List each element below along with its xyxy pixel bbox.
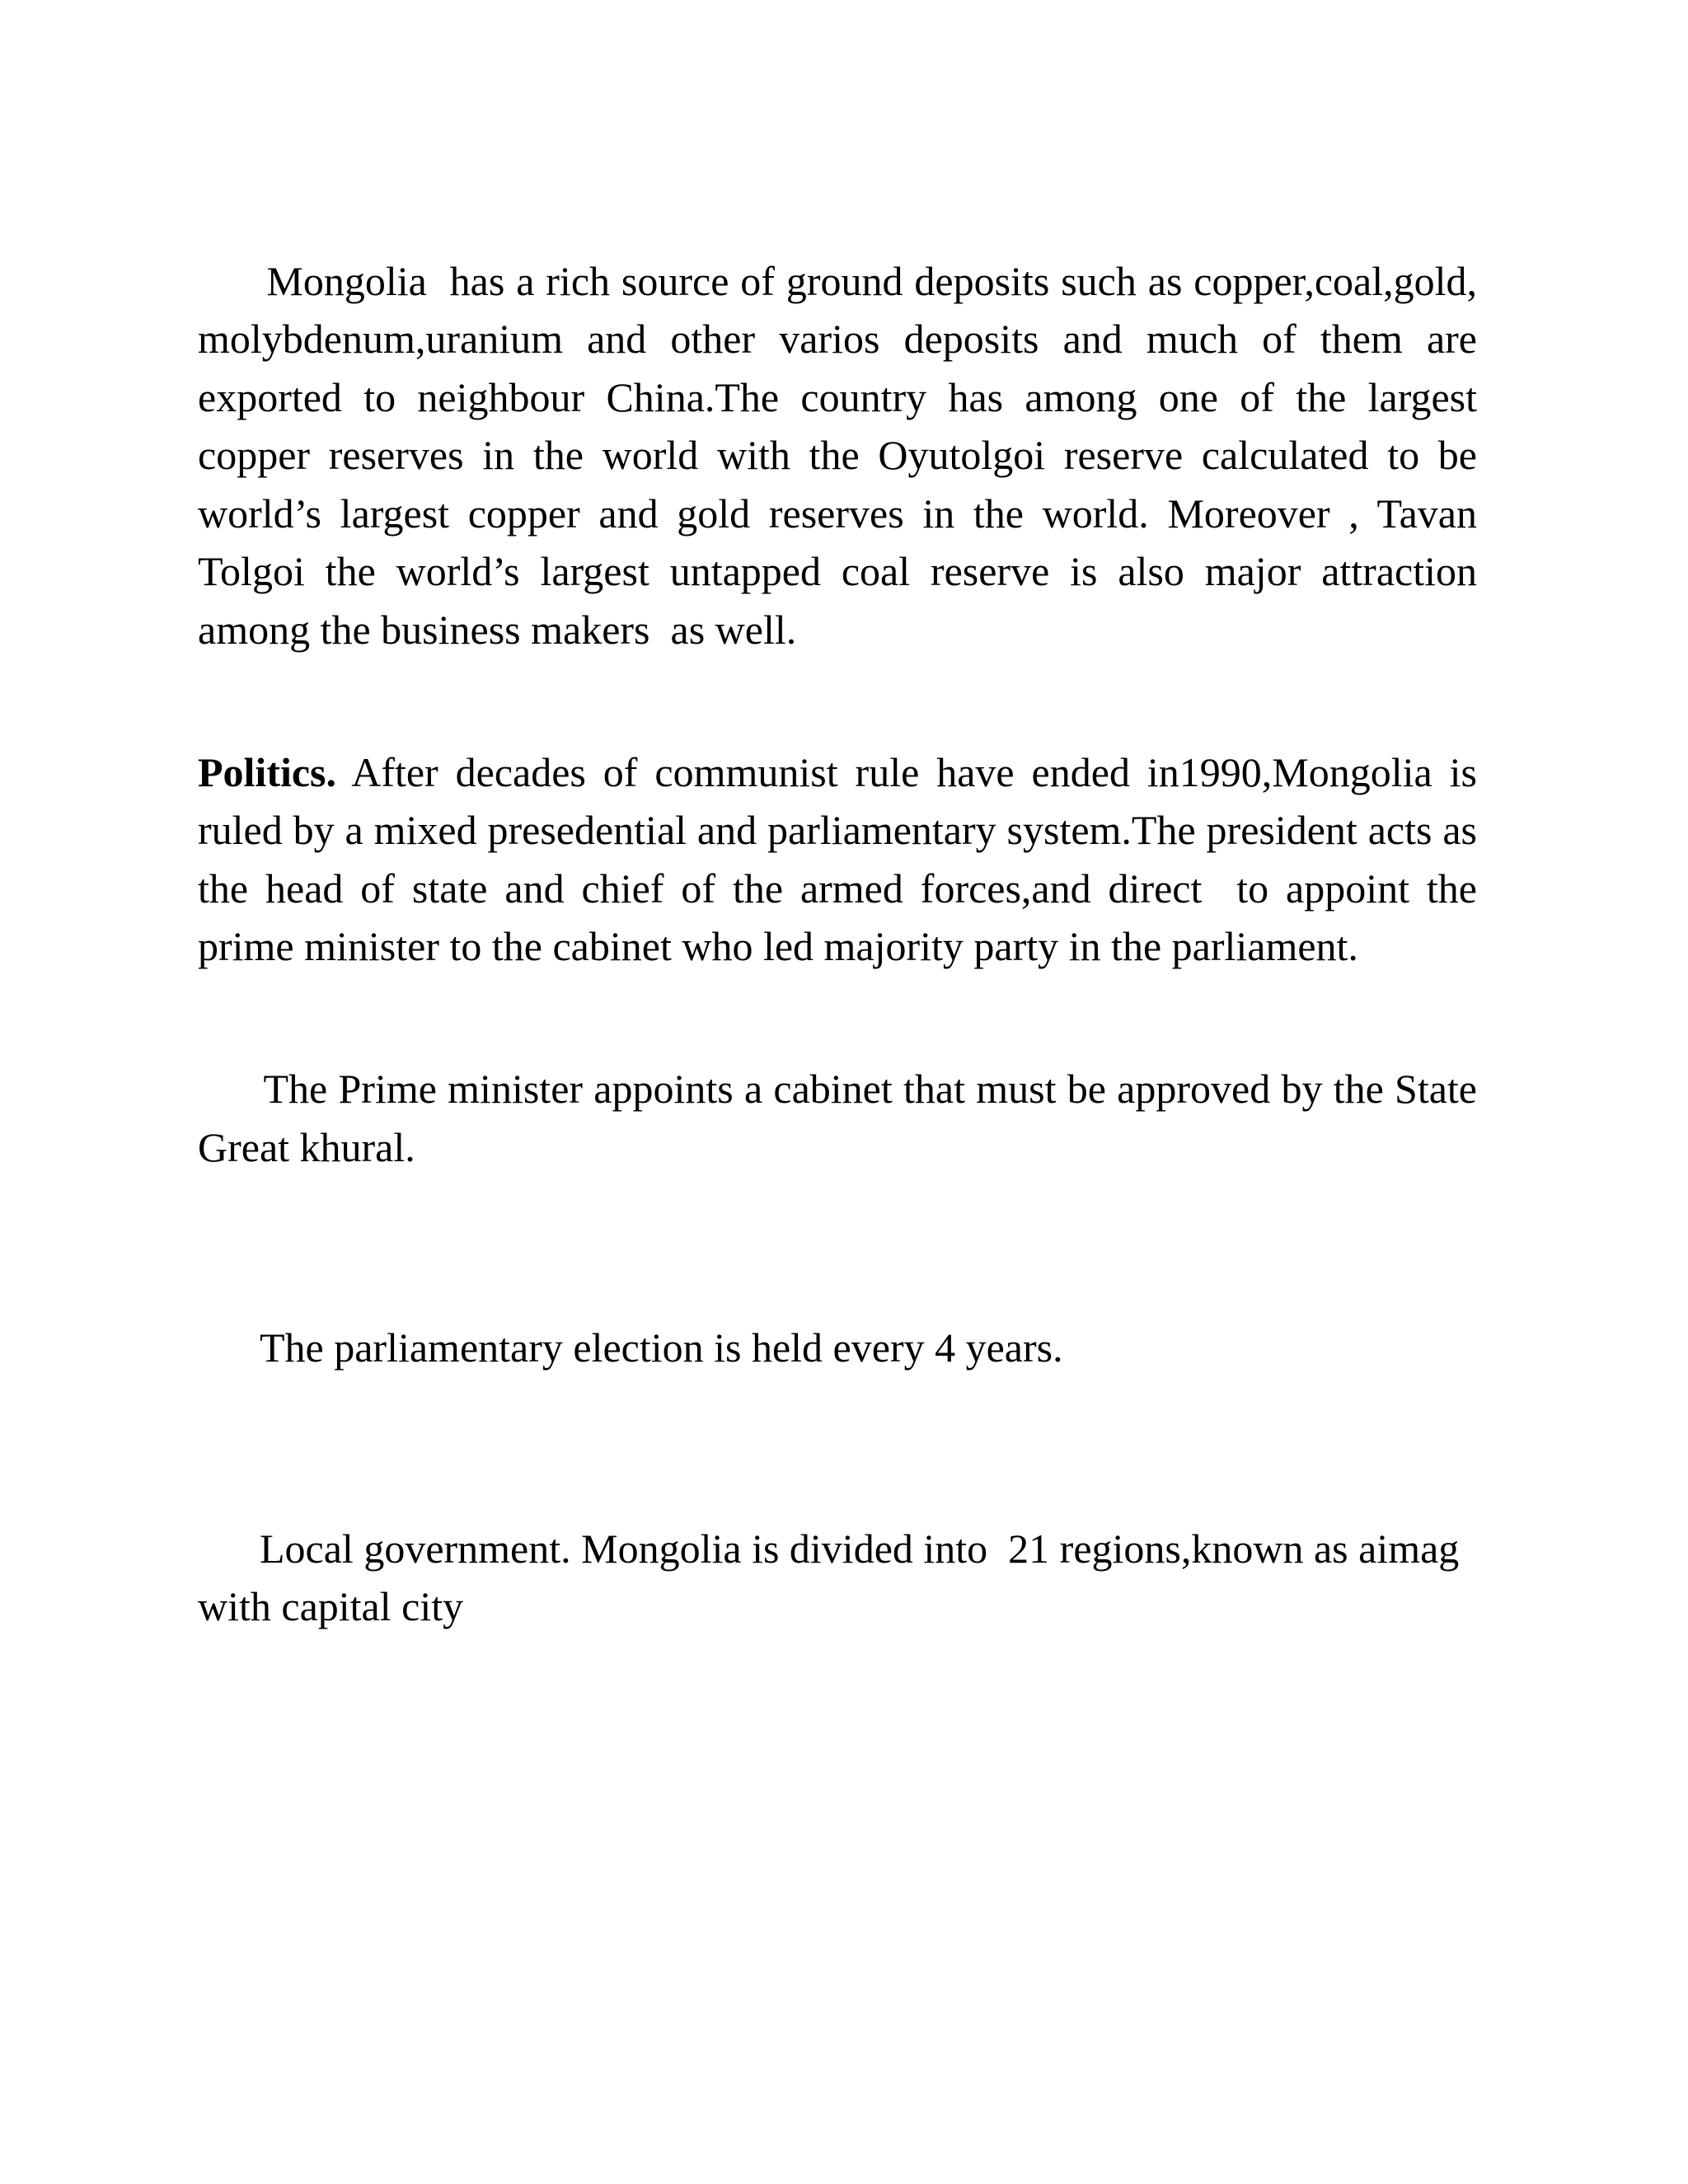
- paragraph-politics: [198, 743, 1488, 976]
- section-heading-politics: Politics.: [198, 748, 337, 795]
- paragraph-local-government: [198, 1461, 1477, 1694]
- paragraph-mineral-deposits: [198, 194, 1488, 717]
- paragraph-text: The parliamentary election is held every 4 years.: [260, 1324, 1063, 1371]
- paragraph-text: Mongolia has a rich source of ground deposits such as copper,coal,gold, molybdenum,uranium and other varios deposits and much of them are exported to neighbour China.The country has among one of the largest copper reserves in the world with the Oyutolgoi reserve calculated to be world’s largest copper and gold reserves in the world. Moreover , Tavan Tolgoi the world’s largest untapped coal reserve is also major attraction among the business makers as well.: [198, 257, 1488, 653]
- document-body: [198, 194, 1488, 1720]
- paragraph-text: After decades of communist rule have ended in1990,Mongolia is ruled by a mixed presedential and parliamentary system.The president acts as the head of state and chief of the armed forces,and direct to appoint the prime minister to the cabinet who led majority party in the parliament.: [198, 748, 1488, 969]
- paragraph-text: The Prime minister appoints a cabinet that must be approved by the State Great khural.: [198, 1066, 1488, 1170]
- paragraph-elections: [198, 1261, 1477, 1436]
- paragraph-cabinet: [198, 1002, 1488, 1235]
- paragraph-text: Local government. Mongolia is divided into 21 regions,known as aimag with capital city: [198, 1525, 1470, 1629]
